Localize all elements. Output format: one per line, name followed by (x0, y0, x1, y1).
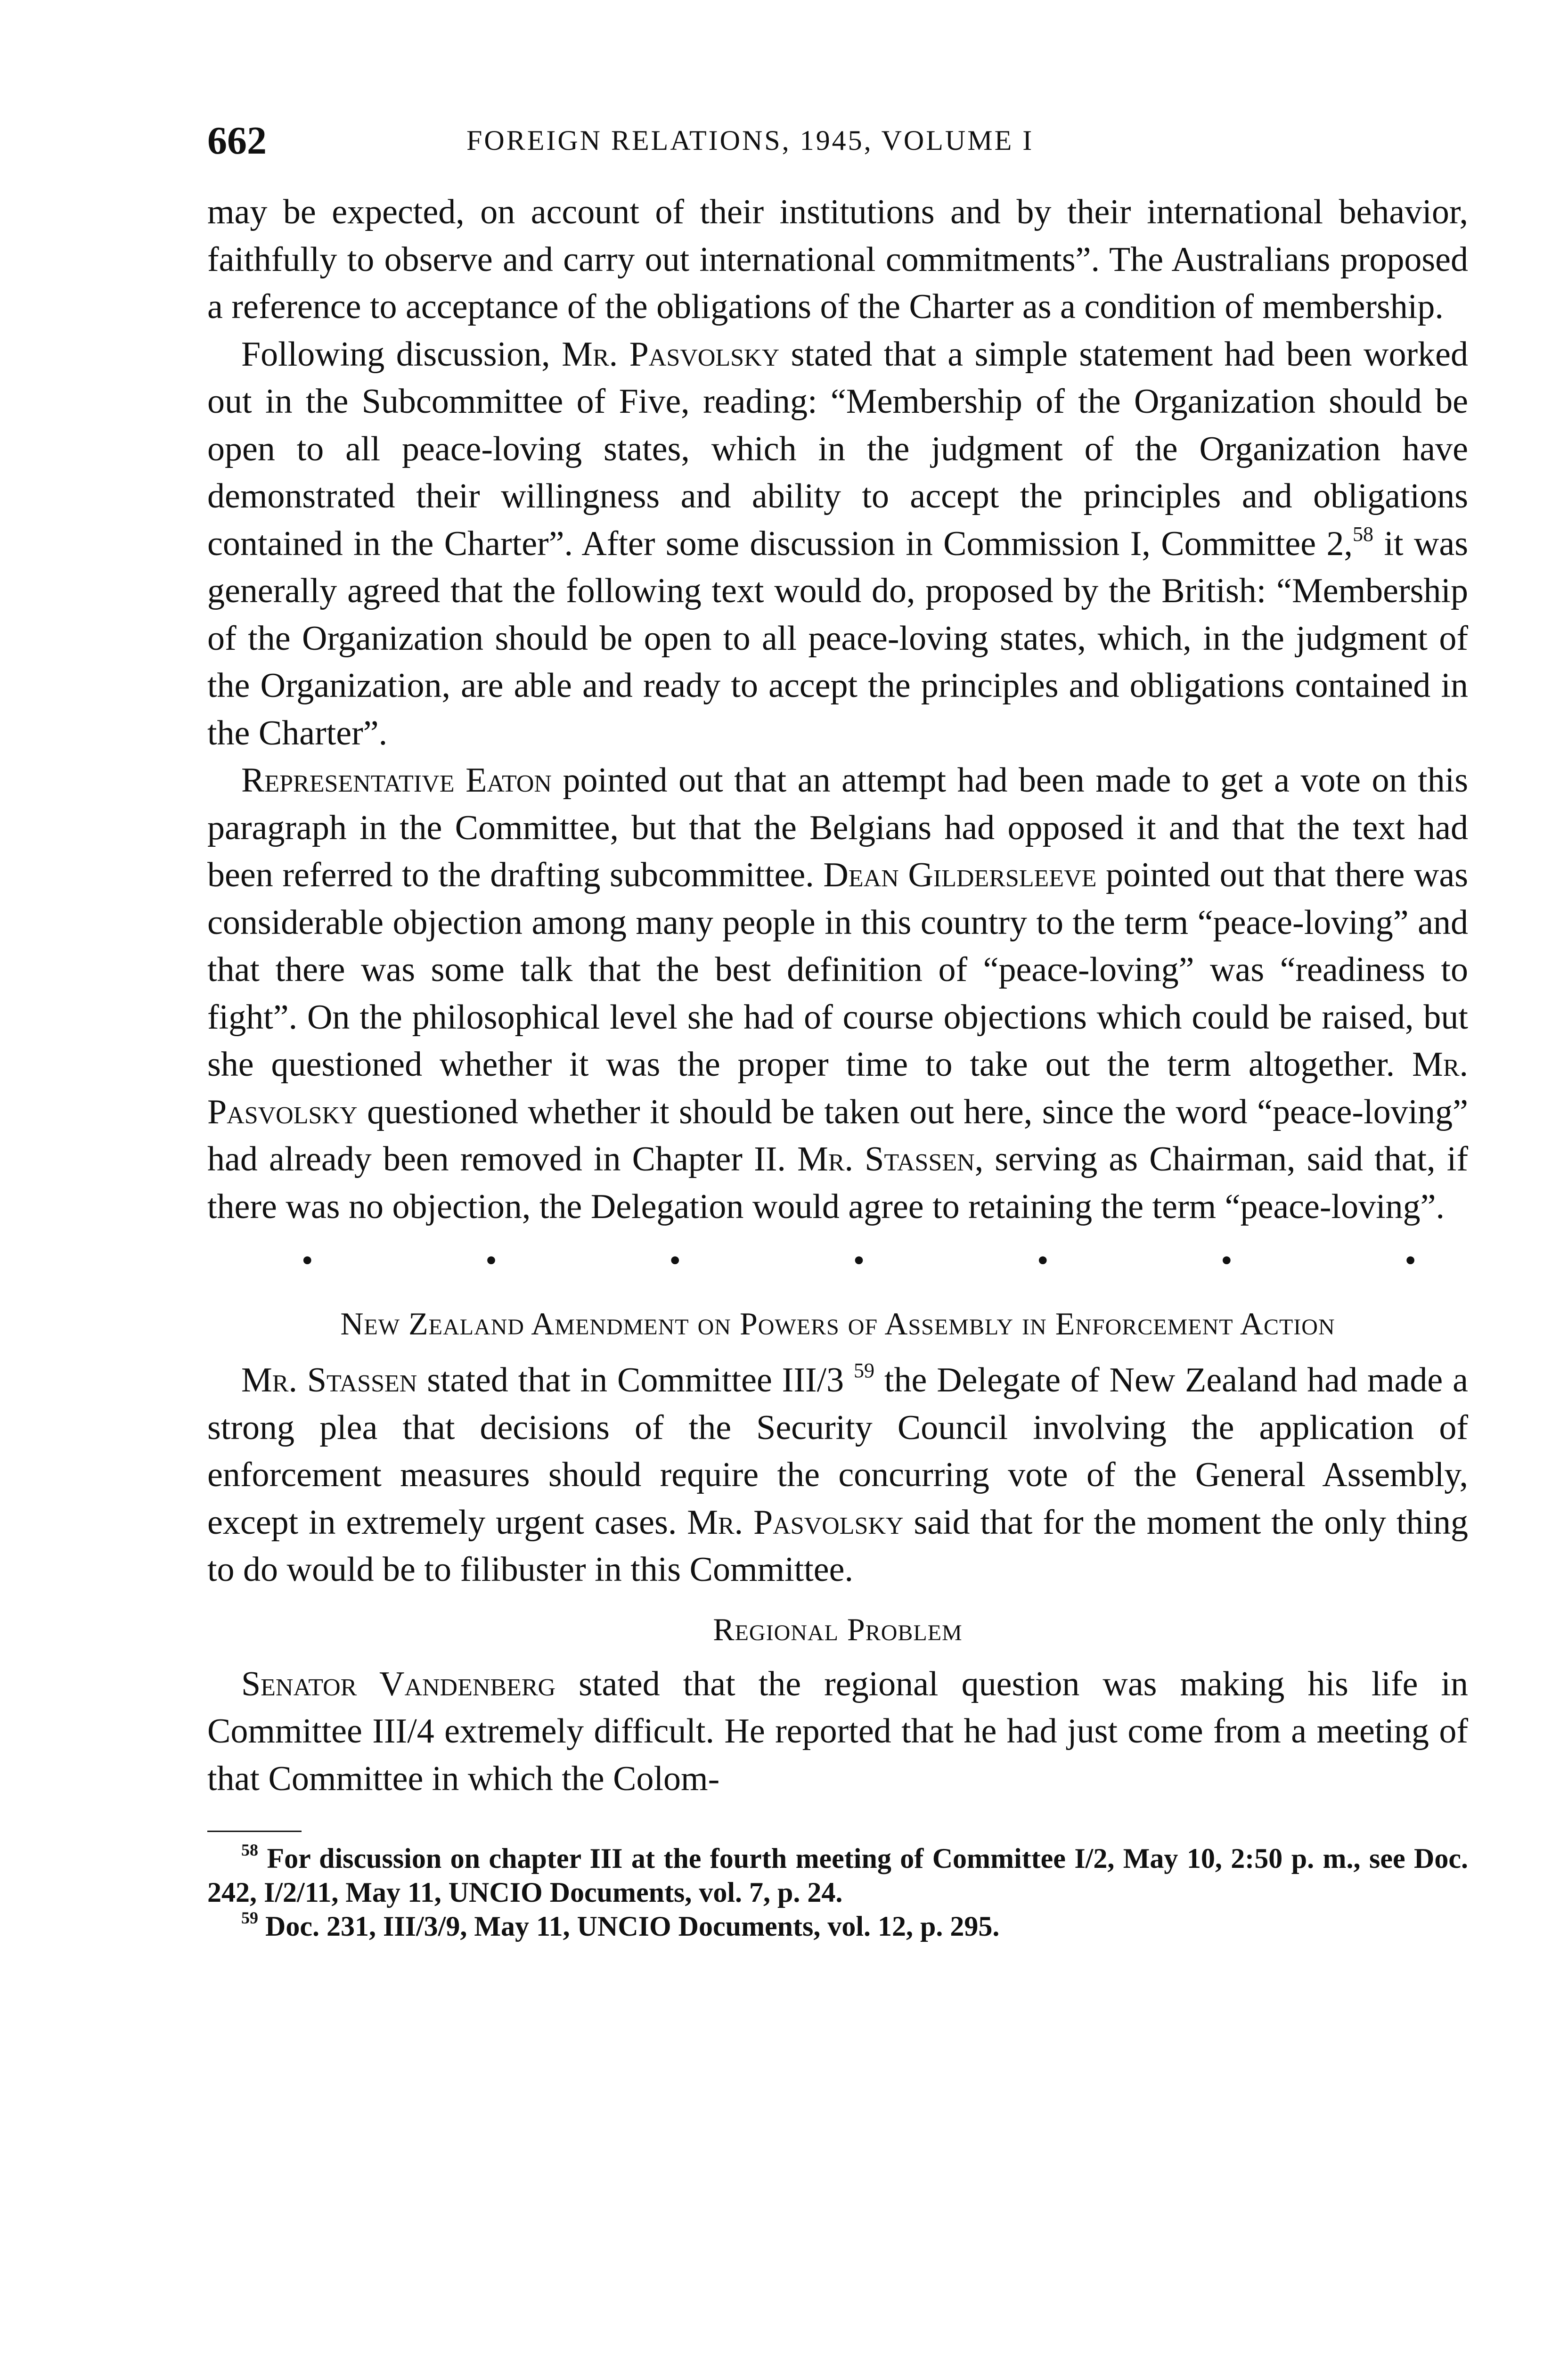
paragraph-3-text-b: pointed out that there was considerable objection among many people in this country to the term “peace-loving” and that there was some talk that the best definition of “peace-loving” was “readiness to fight”. On the philosophical level she had of course objections which could be raised, but she questioned whether it was the proper time to take out the term altogether. (207, 856, 1469, 1084)
footnote-divider (207, 1831, 302, 1832)
paragraph-1 (207, 188, 1468, 331)
footnote-59-text: Doc. 231, III/3/9, May 11, UNCIO Documents, vol. 12, p. 295. (258, 1911, 1000, 1942)
ellipsis-dot: • (1037, 1243, 1049, 1279)
speaker-name: Mr. Pasvolsky (207, 1045, 1468, 1131)
running-title: FOREIGN RELATIONS, 1945, VOLUME I (466, 125, 1034, 156)
ellipsis-dot: • (485, 1243, 497, 1279)
footnote-58-mark: 58 (241, 1841, 258, 1859)
paragraph-3-text-c: questioned whether it should be taken out here, since the word “peace-loving” had already been removed in Chapter II. (207, 1092, 1468, 1178)
paragraph-4-text-b: the Delegate of New Zealand had made a strong plea that decisions of the Security Council involving the application of enforcement measures should require the concurring vote of the General Assembly, except in extremely urgent cases. (207, 1361, 1468, 1542)
footnote-ref-59: 59 (854, 1359, 875, 1382)
ellipsis-separator (207, 1244, 1468, 1287)
paragraph-4-text-a: stated that in Committee III/3 (417, 1361, 854, 1399)
footnote-ref-58: 58 (1353, 522, 1374, 546)
document-page (207, 118, 1468, 1943)
section-heading-new-zealand: New Zealand Amendment on Powers of Assembly in Enforcement Action (340, 1306, 1335, 1342)
paragraph-2-text-c: it was generally agreed that the following text would do, proposed by the British: “Membership of the Organization should be open to all peace-loving states, which, in the judgment of the Organization, are able and ready to accept the principles and obligations contained in the Charter”. (207, 524, 1469, 753)
paragraph-5 (207, 1661, 1468, 1803)
paragraph-3-text-d: , serving as Chairman, said that, if there was no objection, the Delegation would agree to retaining the term “peace-loving”. (207, 1140, 1468, 1226)
footnote-59 (207, 1909, 1468, 1943)
paragraph-3-text-a: pointed out that an attempt had been made to get a vote on this paragraph in the Committee, but that the Belgians had opposed it and that the text had been referred to the drafting subcommittee. (207, 761, 1468, 894)
paragraph-3 (207, 757, 1468, 1230)
running-header (207, 118, 1468, 170)
speaker-name: Mr. Pasvolsky (562, 335, 780, 374)
page-number: 662 (207, 119, 267, 163)
paragraph-4-text-c: said that for the moment the only thing to do would be to filibuster in this Committee. (207, 1503, 1468, 1589)
footnotes (207, 1841, 1468, 1943)
speaker-name: Senator Vandenberg (241, 1664, 556, 1703)
speaker-name: Mr. Pasvolsky (687, 1503, 904, 1542)
paragraph-5-text-a: stated that the regional question was making his life in Committee III/4 extremely difficult. He reported that he had just come from a meeting of that Committee in which the Colom- (207, 1664, 1468, 1798)
speaker-name: Representative Eaton (241, 761, 552, 800)
body-text (207, 188, 1468, 1802)
speaker-name: Mr. Stassen (797, 1140, 975, 1178)
paragraph-2-text-a: Following discussion, (241, 335, 562, 374)
paragraph-2-text-b: stated that a simple statement had been worked out in the Subcommittee of Five, reading: “Membership of the Organization should be open to all peace-loving states, which in the judgment of the Organization have demonstrated their willingness and ability to accept the principles and obligations contained in the Charter”. After some discussion in Commission I, Committee 2, (207, 335, 1468, 563)
footnote-58 (207, 1841, 1468, 1909)
paragraph-1-text: may be expected, on account of their institutions and by their international behavior, faithfully to observe and carry out international commitments”. The Australians proposed a reference to acceptance of the obligations of the Charter as a condition of membership. (207, 193, 1468, 326)
ellipsis-dot: • (1221, 1243, 1233, 1279)
paragraph-2 (207, 331, 1468, 757)
ellipsis-dot: • (853, 1243, 865, 1279)
ellipsis-dot: • (669, 1243, 681, 1279)
speaker-name: Mr. Stassen (241, 1361, 417, 1399)
speaker-name: Dean Gildersleeve (823, 856, 1097, 894)
paragraph-4 (207, 1357, 1468, 1594)
footnote-58-text: For discussion on chapter III at the fourth meeting of Committee I/2, May 10, 2:50 p. m., see Doc. 242, I/2/11, May 11, UNCIO Documents, vol. 7, p. 24. (207, 1843, 1468, 1908)
footnote-59-mark: 59 (241, 1908, 258, 1927)
section-heading-regional-problem: Regional Problem (713, 1611, 963, 1647)
ellipsis-dot: • (1405, 1243, 1416, 1279)
ellipsis-dot: • (302, 1243, 313, 1279)
